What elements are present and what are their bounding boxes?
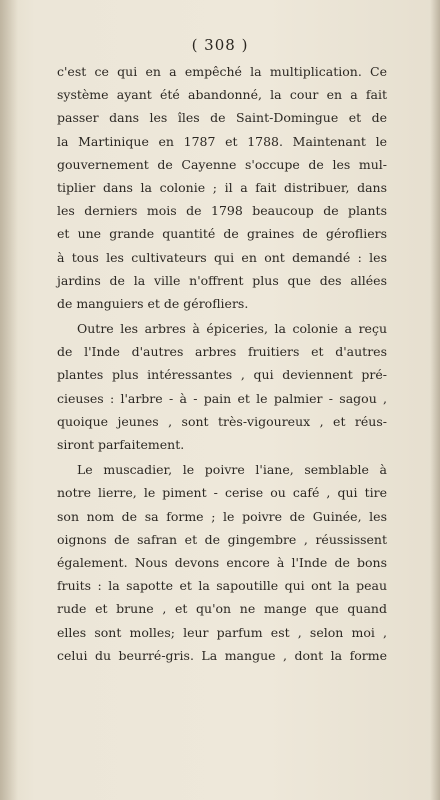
text-line: rude et brune , et qu'on ne mange que quand — [57, 601, 387, 617]
text-line: de l'Inde d'autres arbres fruitiers et d'autres — [57, 344, 387, 360]
text-line: elles sont molles; leur parfum est , selon moi , — [57, 624, 387, 640]
text-line: à tous les cultivateurs qui en ont demandé : les — [57, 249, 387, 265]
text-line: quoique jeunes , sont très-vigoureux , et réus- — [57, 413, 387, 429]
text-line: c'est ce qui en a empêché la multiplication. Ce — [57, 64, 387, 79]
text-line: Le muscadier, le poivre l'iane, semblable à — [77, 462, 387, 478]
text-line: plantes plus intéressantes , qui deviennent pré- — [57, 367, 387, 383]
text-line: gouvernement de Cayenne s'occupe de les mul- — [57, 156, 387, 172]
text-line: système ayant été abandonné, la cour en a fait — [57, 87, 387, 103]
page-number: ( 308 ) — [191, 36, 249, 54]
paragraph-2 — [57, 317, 387, 456]
text-line: fruits : la sapotte et la sapoutille qui ont la peau — [57, 578, 387, 594]
paragraph-1 — [57, 60, 387, 315]
text-line: notre lierre, le piment - cerise ou café , qui tire — [57, 485, 387, 501]
text-line: de manguiers et de gérofliers. — [57, 295, 249, 311]
body-text — [57, 60, 387, 667]
text-line: Outre les arbres à épiceries, la colonie a reçu — [77, 321, 387, 337]
text-line: tiplier dans la colonie ; il a fait distribuer, dans — [57, 179, 387, 195]
text-line: et une grande quantité de graines de gérofliers — [57, 226, 387, 242]
text-line: jardins de la ville n'offrent plus que des allées — [57, 272, 387, 288]
paragraph-3 — [57, 458, 387, 667]
text-line: cieuses : l'arbre - à - pain et le palmier - sagou , — [57, 390, 387, 406]
text-line: oignons de safran et de gingembre , réussissent — [57, 531, 387, 547]
text-line: celui du beurré-gris. La mangue , dont la forme — [57, 647, 387, 663]
text-line: son nom de sa forme ; le poivre de Guinée, les — [57, 508, 387, 524]
text-line: les derniers mois de 1798 beaucoup de plants — [57, 203, 387, 219]
text-line: passer dans les îles de Saint-Domingue et de — [57, 110, 387, 126]
text-line: siront parfaitement. — [57, 437, 185, 452]
text-line: également. Nous devons encore à l'Inde de bons — [57, 554, 387, 570]
text-line: la Martinique en 1787 et 1788. Maintenant le — [57, 133, 387, 149]
